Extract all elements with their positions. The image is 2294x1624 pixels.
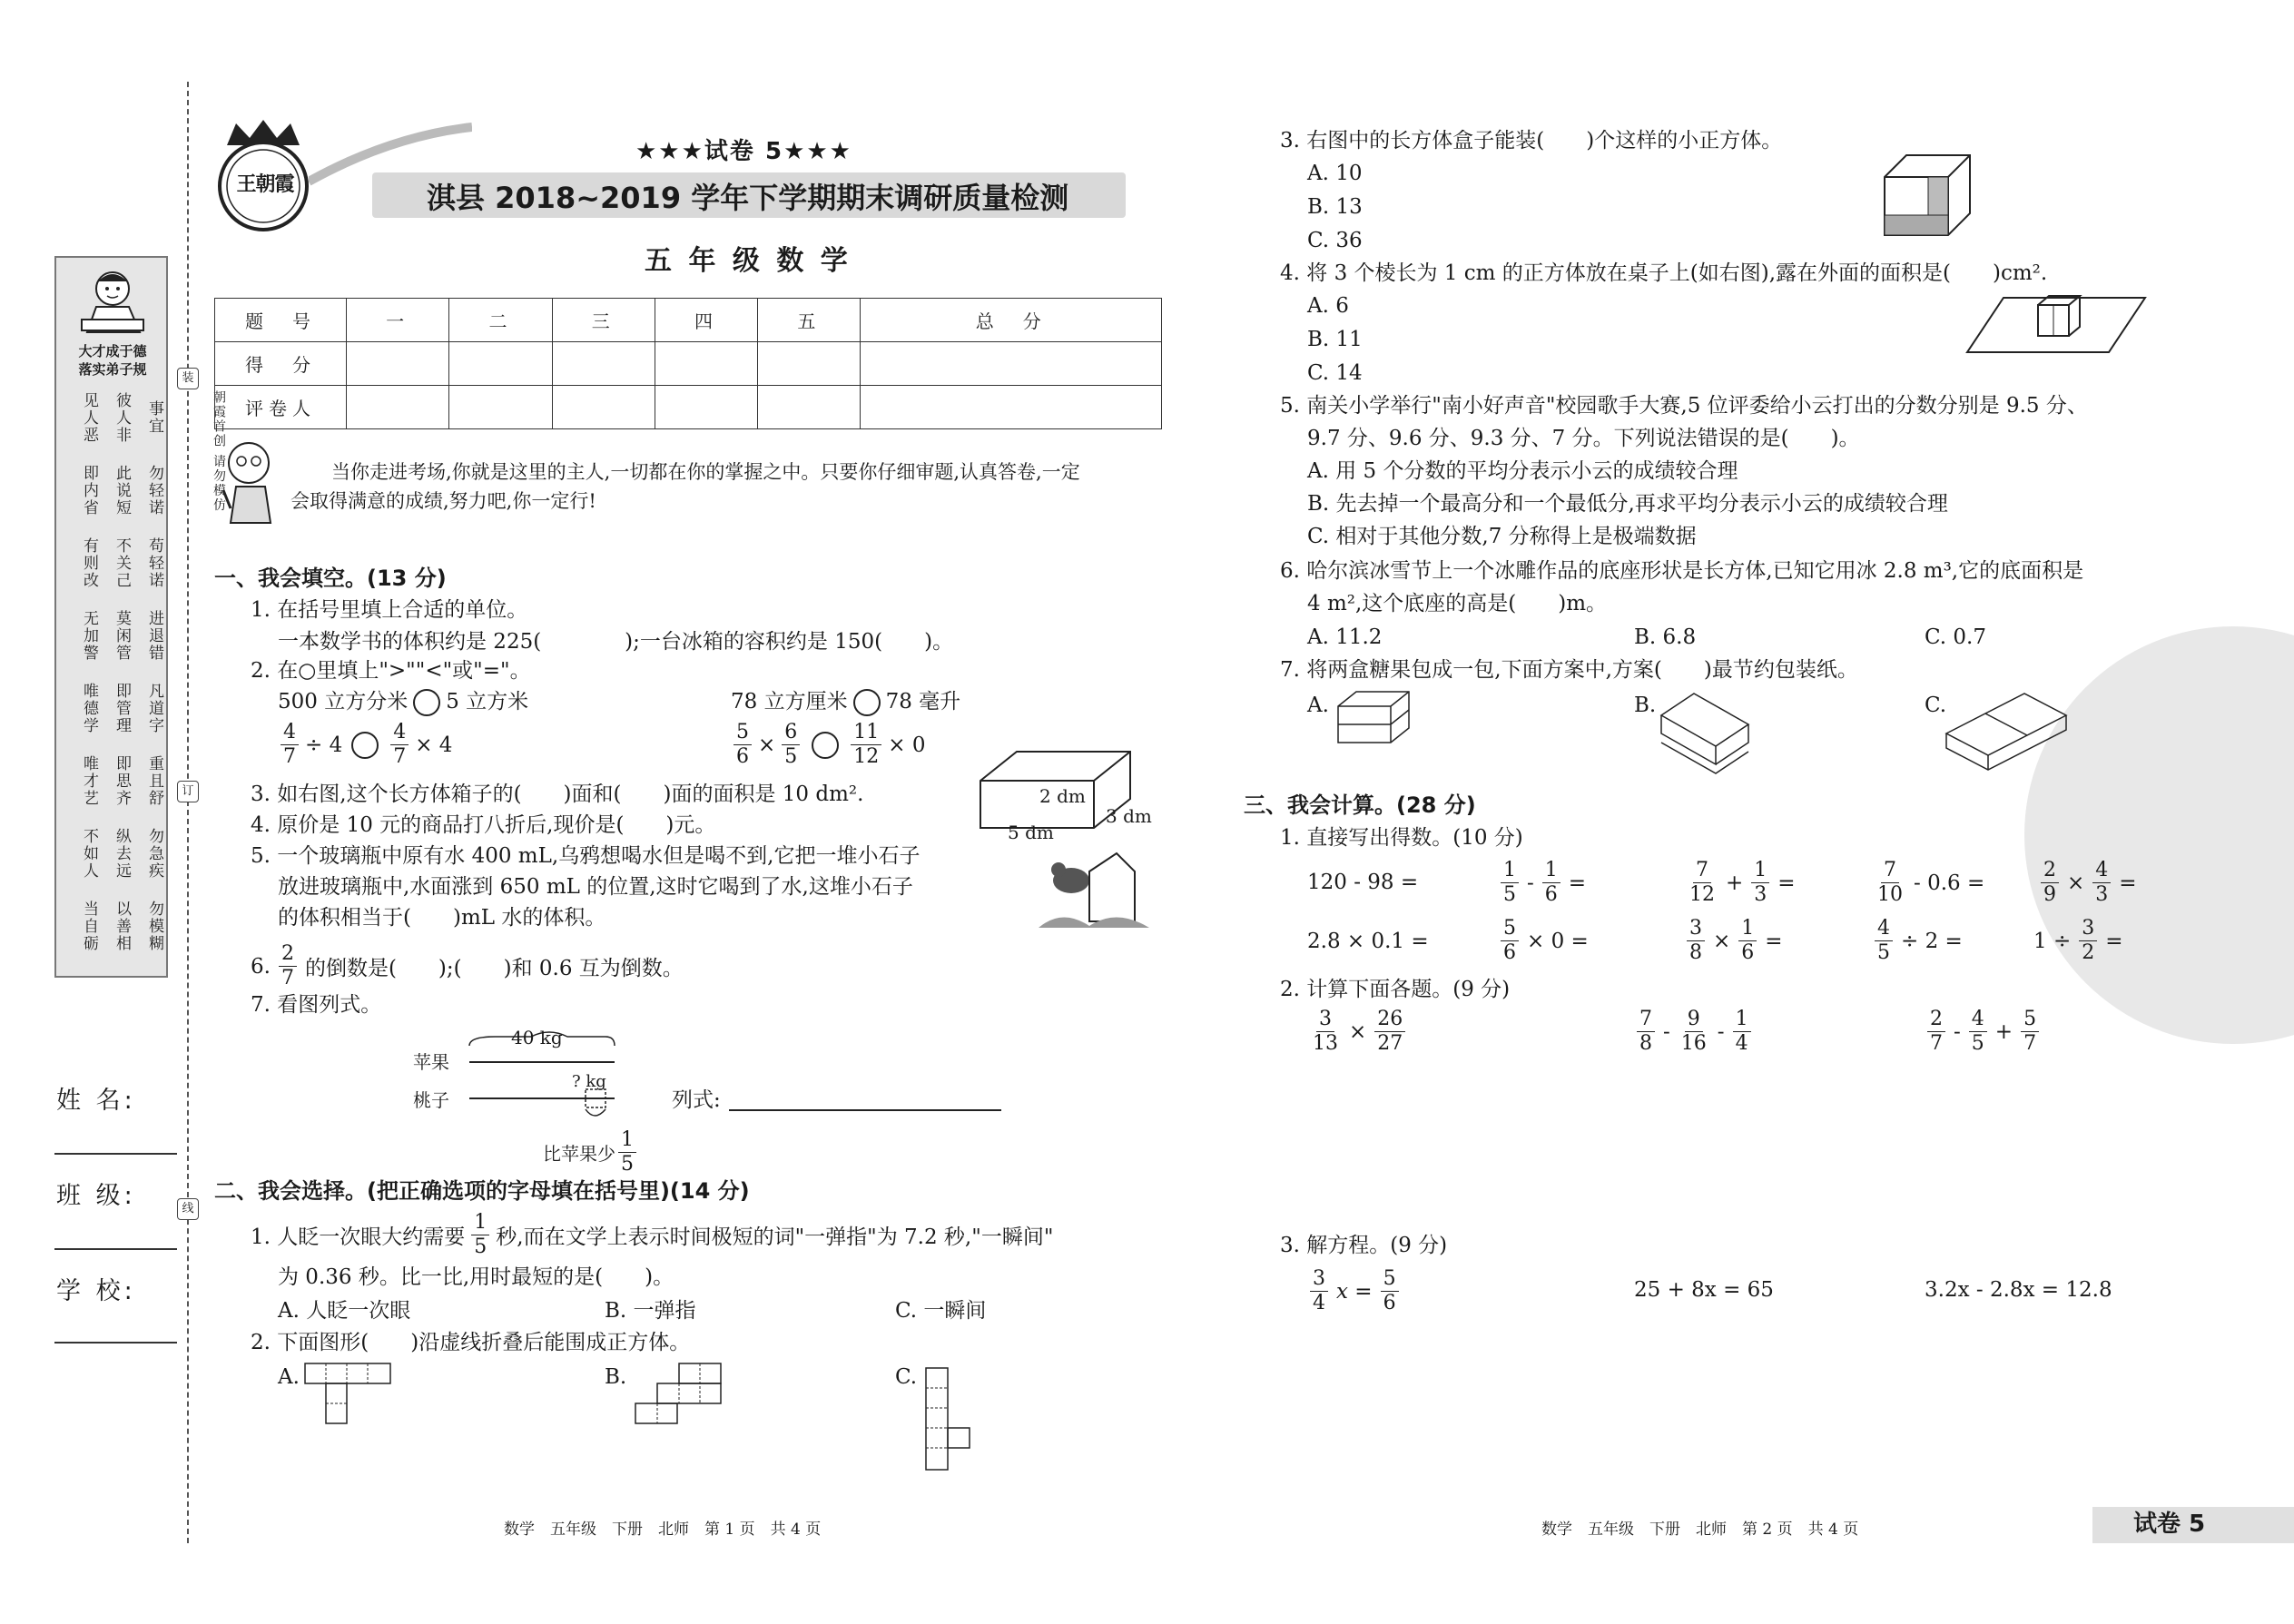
diagram-total: 40 kg [511, 1027, 563, 1048]
vertical-note: 朝霞首创 请勿模仿 [212, 390, 226, 513]
q2-1-opt-b[interactable]: B. 一弹指 [605, 1299, 696, 1323]
q1-5-line3: 的体积相当于( )mL 水的体积。 [278, 906, 606, 930]
footer-tag: 试卷 5 [2133, 1511, 2206, 1538]
candy-box-plan-b [1658, 688, 1757, 788]
candy-box-plan-c [1943, 688, 2070, 779]
proverb: 凡道字 [145, 682, 163, 734]
cube-net-b [634, 1362, 724, 1427]
q2-7-opt-b[interactable]: B. [1634, 694, 1657, 717]
grader-input[interactable] [861, 386, 1162, 429]
q2-3-opt-a[interactable]: A. 10 [1307, 162, 1363, 185]
proverb: 纵去远 [113, 827, 131, 880]
q1-2-row1-right [731, 686, 960, 717]
box-dim-depth: 3 dm [1106, 805, 1152, 827]
q1-2-row2-left: $\frac{4}{7}$ ÷ 4 $\frac{4}{7}$ × 4 [278, 723, 452, 767]
table-cell: 三 [552, 299, 655, 342]
q1-2-row2-right: $\frac{5}{6}$ × $\frac{6}{5}$ $\frac{11}{12}$ × 0 [731, 723, 926, 767]
q2-1b: 秒,而在文学上表示时间极短的词"一弹指"为 7.2 秒,"一瞬间" [496, 1225, 1054, 1249]
q1-5-line1: 5. 一个玻璃瓶中原有水 400 mL,乌鸦想喝水但是喝不到,它把一堆小石子 [251, 844, 921, 868]
proverb: 勿轻诺 [145, 464, 163, 517]
calc-4: $\frac{7}{10}$ - 0.6 = [1877, 859, 1985, 906]
proverb: 彼人非 [113, 391, 131, 444]
q2-5-line1: 5. 南关小学举行"南小好声音"校园歌手大赛,5 位评委给小云打出的分数分别是 9.5 分、 [1280, 394, 2088, 418]
grader-input[interactable] [758, 386, 861, 429]
compare-circle[interactable] [812, 732, 839, 759]
q2-1-line1 [251, 1213, 1053, 1257]
q1-2d: 78 毫升 [885, 690, 961, 714]
proverb: 以善相 [113, 900, 131, 952]
class-label: 班 级: [56, 1182, 136, 1210]
diagram-less [543, 1130, 639, 1175]
diagram-peach-label: 桃子 [413, 1089, 449, 1111]
proverb-grid [64, 385, 162, 966]
subject-title: 五 年 级 数 学 [645, 245, 852, 277]
class-field[interactable] [54, 1248, 177, 1250]
fraction: $\frac{4}{7}$ [281, 723, 299, 767]
proverb: 不如人 [80, 827, 98, 880]
intro-line-1: 当你走进考场,你就是这里的主人,一切都在你的掌握之中。只要你仔细审题,认真答卷,一定 [331, 461, 1080, 483]
proverb: 进退错 [145, 609, 163, 662]
q2-6-opt-a[interactable]: A. 11.2 [1307, 625, 1383, 649]
q2-7: 7. 将两盒糖果包成一包,下面方案中,方案( )最节约包装纸。 [1280, 658, 1858, 682]
calc-1: 120 - 98 = [1307, 871, 1419, 894]
q1-2c: 78 立方厘米 [731, 690, 848, 714]
series-label: ★★★试卷 5★★★ [635, 138, 852, 165]
q2-1-line2: 为 0.36 秒。比一比,用时最短的是( )。 [278, 1265, 674, 1289]
footer-right: 数学 五年级 下册 北师 第 2 页 共 4 页 [1541, 1521, 1859, 1539]
q1-6 [251, 944, 684, 989]
calc-7: $\frac{5}{6}$ × 0 = [1498, 919, 1589, 963]
q1-1: 1. 在括号里填上合适的单位。 [251, 598, 528, 622]
exam-title: 淇县 2018~2019 学年下学期期末调研质量检测 [427, 181, 1069, 215]
crow-drinking-illustration [1035, 844, 1153, 935]
score-table [214, 298, 1162, 429]
table-cell: 题 号 [215, 299, 347, 342]
q2-3-opt-c[interactable]: C. 36 [1307, 229, 1363, 252]
proverb: 唯才艺 [80, 754, 98, 807]
box-dim-height: 2 dm [1039, 785, 1086, 807]
motto-1: 大才成于德 [78, 343, 147, 359]
cut-line [187, 82, 189, 1543]
fraction: $\frac{11}{12}$ [851, 723, 881, 767]
proverb: 苟轻诺 [145, 536, 163, 589]
calc-6: 2.8 × 0.1 = [1307, 930, 1429, 953]
section-1-title: 一、我会填空。(13 分) [214, 566, 447, 591]
q1-3: 3. 如右图,这个长方体箱子的( )面和( )面的面积是 10 dm². [251, 782, 864, 806]
q2-3-opt-b[interactable]: B. 13 [1307, 195, 1363, 219]
proverb: 事宜 [145, 400, 163, 435]
q1-6-num: 6. [251, 954, 271, 979]
diagram-apple-label: 苹果 [413, 1051, 449, 1073]
q1-6-text: 的倒数是( );( )和 0.6 互为倒数。 [304, 957, 684, 980]
school-label: 学 校: [56, 1277, 136, 1305]
calc-9: $\frac{4}{5}$ ÷ 2 = [1872, 919, 1963, 963]
q2-6-line1: 6. 哈尔滨冰雪节上一个冰雕作品的底座形状是长方体,已知它用冰 2.8 m³,它的底面积是 [1280, 559, 2084, 583]
compare-circle[interactable] [413, 689, 440, 716]
proverb: 有则改 [80, 536, 98, 589]
table-cell: 四 [655, 299, 757, 342]
proverb: 勿急疾 [145, 827, 163, 880]
q2-2: 2. 下面图形( )沿虚线折叠后能围成正方体。 [251, 1331, 691, 1354]
table-cell: 一 [347, 299, 449, 342]
calc-2: $\frac{1}{5}$ - $\frac{1}{6}$ = [1498, 861, 1586, 905]
proverb: 即思齐 [113, 754, 131, 807]
side-label-zhuang: 装 [177, 368, 199, 389]
table-cell: 总 分 [861, 299, 1162, 342]
q2-2-opt-c[interactable]: C. [895, 1365, 918, 1389]
score-input[interactable] [861, 342, 1162, 386]
compare-circle[interactable] [351, 732, 379, 759]
s3-part1: 1. 直接写出得数。(10 分) [1280, 826, 1523, 850]
sidebar-motto-panel [54, 256, 168, 978]
equation-3: 3.2x - 2.8x = 12.8 [1925, 1278, 2112, 1302]
q1-2b: 5 立方米 [446, 690, 529, 714]
formula-label: 列式: [672, 1088, 721, 1112]
motto-2: 落实弟子规 [78, 361, 147, 378]
calc-3: $\frac{7}{12}$ + $\frac{1}{3}$ = [1689, 859, 1796, 906]
grader-input[interactable] [347, 386, 449, 429]
q1-1-text: 一本数学书的体积约是 225( );一台冰箱的容积约是 150( )。 [278, 630, 954, 654]
compare-circle[interactable] [853, 689, 881, 716]
score-input[interactable] [552, 342, 655, 386]
cubes-on-table-diagram [1965, 292, 2147, 356]
proverb: 不关己 [113, 536, 131, 589]
candy-box-plan-a [1334, 688, 1416, 761]
score-input[interactable] [655, 342, 757, 386]
logo-text: 王朝霞 [236, 172, 294, 196]
calc-2-2: $\frac{7}{8}$ - $\frac{9}{16}$ - $\frac{1}{4}$ [1634, 1009, 1754, 1054]
fraction: $\frac{6}{5}$ [782, 723, 800, 767]
table-cell: 得 分 [215, 342, 347, 386]
calc-10: 1 ÷ $\frac{3}{2}$ = [2033, 917, 2123, 964]
q1-2a: 500 立方分米 [278, 690, 409, 714]
footer-left: 数学 五年级 下册 北师 第 1 页 共 4 页 [504, 1521, 822, 1539]
proverb: 即管理 [113, 682, 131, 734]
q2-6-line2: 4 m²,这个底座的高是( )m。 [1307, 592, 1608, 615]
proverb: 当自砺 [80, 900, 98, 952]
q2-5-opt-c[interactable]: C. 相对于其他分数,7 分称得上是极端数据 [1307, 525, 1697, 548]
score-input[interactable] [347, 342, 449, 386]
q2-5-opt-a[interactable]: A. 用 5 个分数的平均分表示小云的成绩较合理 [1307, 459, 1738, 483]
q2-6-opt-c[interactable]: C. 0.7 [1925, 625, 1986, 649]
score-input[interactable] [758, 342, 861, 386]
proverb: 见人恶 [80, 391, 98, 444]
formula-answer-line[interactable] [729, 1109, 1001, 1111]
q2-4-opt-a[interactable]: A. 6 [1307, 294, 1349, 318]
calc-2-3: $\frac{2}{7}$ - $\frac{4}{5}$ + $\frac{5}{7}$ [1925, 1009, 2042, 1054]
q2-4-opt-c[interactable]: C. 14 [1307, 361, 1363, 385]
fraction: $\frac{2}{7}$ [279, 944, 297, 989]
q2-2-opt-a[interactable]: A. [278, 1365, 300, 1389]
q2-7-opt-c[interactable]: C. [1925, 694, 1947, 717]
calc-5: $\frac{2}{9}$ × $\frac{4}{3}$ = [2038, 861, 2137, 905]
q1-2: 2. 在○里填上">""<"或"="。 [251, 659, 531, 683]
q2-1-opt-c[interactable]: C. 一瞬间 [895, 1299, 987, 1323]
cuboid-box-cubes-diagram [1879, 150, 1979, 241]
box-dim-length: 5 dm [1008, 822, 1054, 843]
proverb: 无加警 [80, 609, 98, 662]
calc-2-1: $\frac{3}{13}$ × $\frac{26}{27}$ [1307, 1009, 1408, 1054]
section-2-title: 二、我会选择。(把正确选项的字母填在括号里)(14 分) [214, 1178, 750, 1204]
grader-input[interactable] [552, 386, 655, 429]
q2-1-opt-a[interactable]: A. 人眨一次眼 [278, 1299, 411, 1323]
proverb: 此说短 [113, 464, 131, 517]
table-cell: 五 [758, 299, 861, 342]
proverb: 即内省 [80, 464, 98, 517]
fraction: $\frac{5}{6}$ [733, 723, 752, 767]
q1-5-line2: 放进玻璃瓶中,水面涨到 650 mL 的位置,这时它喝到了水,这堆小石子 [278, 875, 913, 899]
q2-4-opt-b[interactable]: B. 11 [1307, 328, 1363, 351]
q2-6-opt-b[interactable]: B. 6.8 [1634, 625, 1697, 649]
proverb: 勿模糊 [145, 900, 163, 952]
cube-net-a [303, 1362, 394, 1425]
calc-8: $\frac{3}{8}$ × $\frac{1}{6}$ = [1684, 919, 1783, 963]
proverb: 莫闲管 [113, 609, 131, 662]
grader-input[interactable] [655, 386, 757, 429]
equation-2: 25 + 8x = 65 [1634, 1278, 1774, 1302]
table-row [215, 386, 1162, 429]
q2-5-opt-b[interactable]: B. 先去掉一个最高分和一个最低分,再求平均分表示小云的成绩较合理 [1307, 492, 1948, 516]
diagram-less-text: 比苹果少 [543, 1143, 615, 1165]
q2-1a: 1. 人眨一次眼大约需要 [251, 1225, 466, 1249]
s3-part3: 3. 解方程。(9 分) [1280, 1234, 1448, 1257]
proverb: 唯德学 [80, 682, 98, 734]
side-label-xian: 线 [177, 1198, 199, 1220]
table-cell: 二 [449, 299, 552, 342]
table-row [215, 299, 1162, 342]
cube-net-c [924, 1366, 988, 1473]
score-input[interactable] [449, 342, 552, 386]
q1-2-row1-left [278, 686, 528, 717]
table-row [215, 342, 1162, 386]
table-cell: 评卷人 [215, 386, 347, 429]
grader-input[interactable] [449, 386, 552, 429]
q2-4: 4. 将 3 个棱长为 1 cm 的正方体放在桌子上(如右图),露在外面的面积是( )cm². [1280, 261, 2048, 285]
diagram-unknown: ? kg [572, 1072, 606, 1091]
name-label: 姓 名: [56, 1087, 136, 1115]
teacher-cartoon-icon [214, 436, 287, 527]
q1-7: 7. 看图列式。 [251, 993, 382, 1017]
proverb: 重且舒 [145, 754, 163, 807]
intro-line-2: 会取得满意的成绩,努力吧,你一定行! [290, 490, 596, 512]
name-field[interactable] [54, 1153, 177, 1155]
fraction: $\frac{1}{5}$ [618, 1130, 636, 1175]
scholar-figure-icon [74, 265, 152, 338]
side-label-ding: 订 [177, 781, 199, 802]
q1-4: 4. 原价是 10 元的商品打八折后,现价是( )元。 [251, 813, 716, 837]
equation-1: $\frac{3}{4}$ x = $\frac{5}{6}$ [1307, 1269, 1402, 1314]
q2-7-opt-a[interactable]: A. [1307, 694, 1329, 717]
q2-2-opt-b[interactable]: B. [605, 1365, 627, 1389]
section-3-title: 三、我会计算。(28 分) [1244, 792, 1476, 818]
s3-part2: 2. 计算下面各题。(9 分) [1280, 978, 1511, 1001]
q2-3: 3. 右图中的长方体盒子能装( )个这样的小正方体。 [1280, 129, 1783, 153]
fraction: $\frac{4}{7}$ [390, 723, 409, 767]
q2-5-line2: 9.7 分、9.6 分、9.3 分、7 分。下列说法错误的是( )。 [1307, 427, 1860, 450]
fraction: $\frac{1}{5}$ [471, 1213, 489, 1257]
school-field[interactable] [54, 1342, 177, 1343]
